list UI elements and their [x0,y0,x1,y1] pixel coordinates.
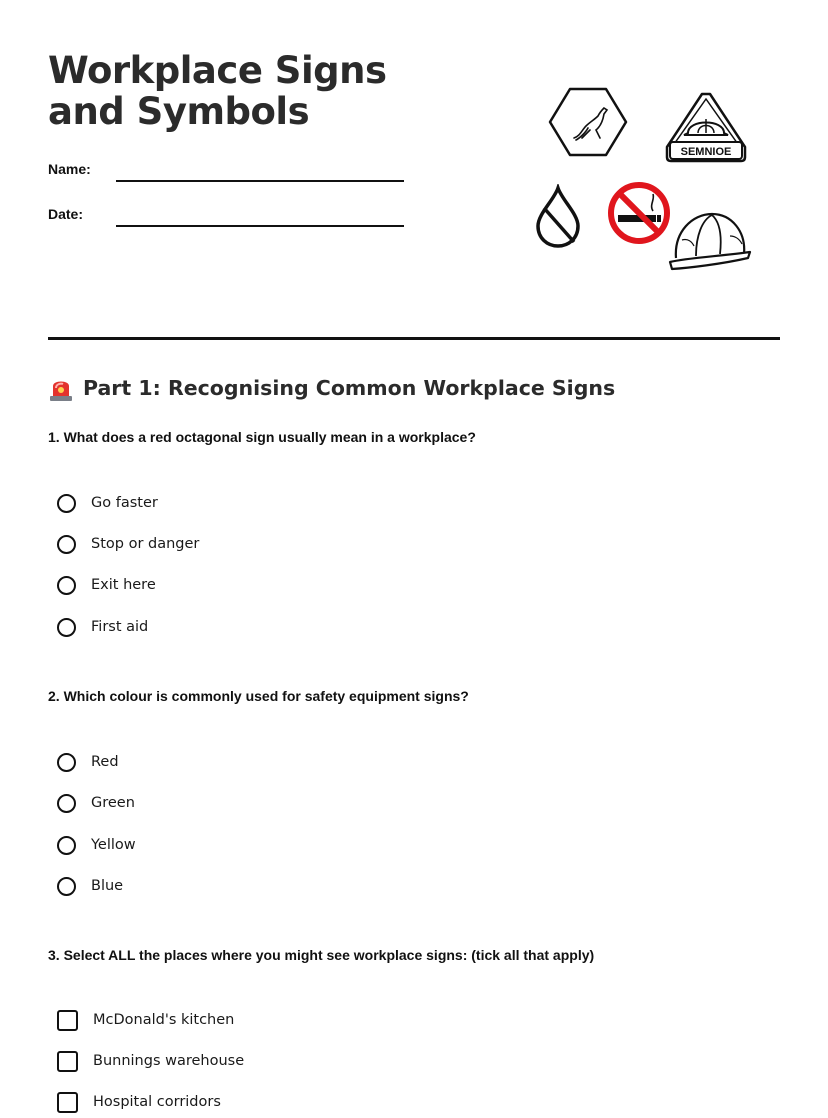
radio-button[interactable] [57,753,76,772]
option-label: Bunnings warehouse [93,1053,245,1069]
option-label: Green [91,795,135,811]
option-label: Stop or danger [91,536,200,552]
kangaroo-warning-sign-icon [546,86,630,158]
question-3: 3. Select ALL the places where you might see workplace signs: (tick all that apply) [48,947,595,963]
checkbox[interactable] [57,1010,78,1031]
section-divider [48,337,780,340]
q1-option-exit-here[interactable] [57,572,156,598]
q2-option-blue[interactable] [57,873,123,899]
page-title: Workplace Signs and Symbols [48,49,387,133]
option-label: Red [91,754,119,770]
q1-option-stop-or-danger[interactable] [57,531,199,557]
option-label: Yellow [91,837,136,853]
q2-option-yellow[interactable] [57,832,136,858]
date-label: Date: [48,206,84,222]
section-heading-part1 [48,374,615,402]
option-label: Hospital corridors [93,1094,221,1110]
q3-option-hospital-corridors[interactable] [57,1089,221,1115]
radio-button[interactable] [57,494,76,513]
q2-option-green[interactable] [57,790,135,816]
hard-hat-triangle-sign-icon [664,91,748,163]
option-label: McDonald's kitchen [93,1012,235,1028]
question-2: 2. Which colour is commonly used for safety equipment signs? [48,688,469,704]
siren-icon [48,374,74,402]
sign-illustrations [530,80,770,280]
no-water-sign-icon [534,184,582,250]
option-label: First aid [91,619,149,635]
helmet-sign-text: SEMNIOE [680,146,732,158]
radio-button[interactable] [57,877,76,896]
option-label: Go faster [91,495,158,511]
q1-option-first-aid[interactable] [57,614,148,640]
q3-option-mcdonalds-kitchen[interactable] [57,1007,234,1033]
q3-option-bunnings-warehouse[interactable] [57,1048,244,1074]
q1-option-go-faster[interactable] [57,490,158,516]
section-heading-text: Part 1: Recognising Common Workplace Signs [83,376,616,400]
checkbox[interactable] [57,1092,78,1113]
hard-hat-icon [666,206,752,274]
radio-button[interactable] [57,576,76,595]
name-field[interactable] [116,180,404,182]
radio-button[interactable] [57,618,76,637]
radio-button[interactable] [57,535,76,554]
option-label: Exit here [91,577,156,593]
q2-option-red[interactable] [57,749,119,775]
option-label: Blue [91,878,124,894]
checkbox[interactable] [57,1051,78,1072]
no-smoking-sign-icon [606,180,672,246]
date-field[interactable] [116,225,404,227]
radio-button[interactable] [57,794,76,813]
radio-button[interactable] [57,836,76,855]
question-1: 1. What does a red octagonal sign usually mean in a workplace? [48,429,476,445]
name-label: Name: [48,161,91,177]
